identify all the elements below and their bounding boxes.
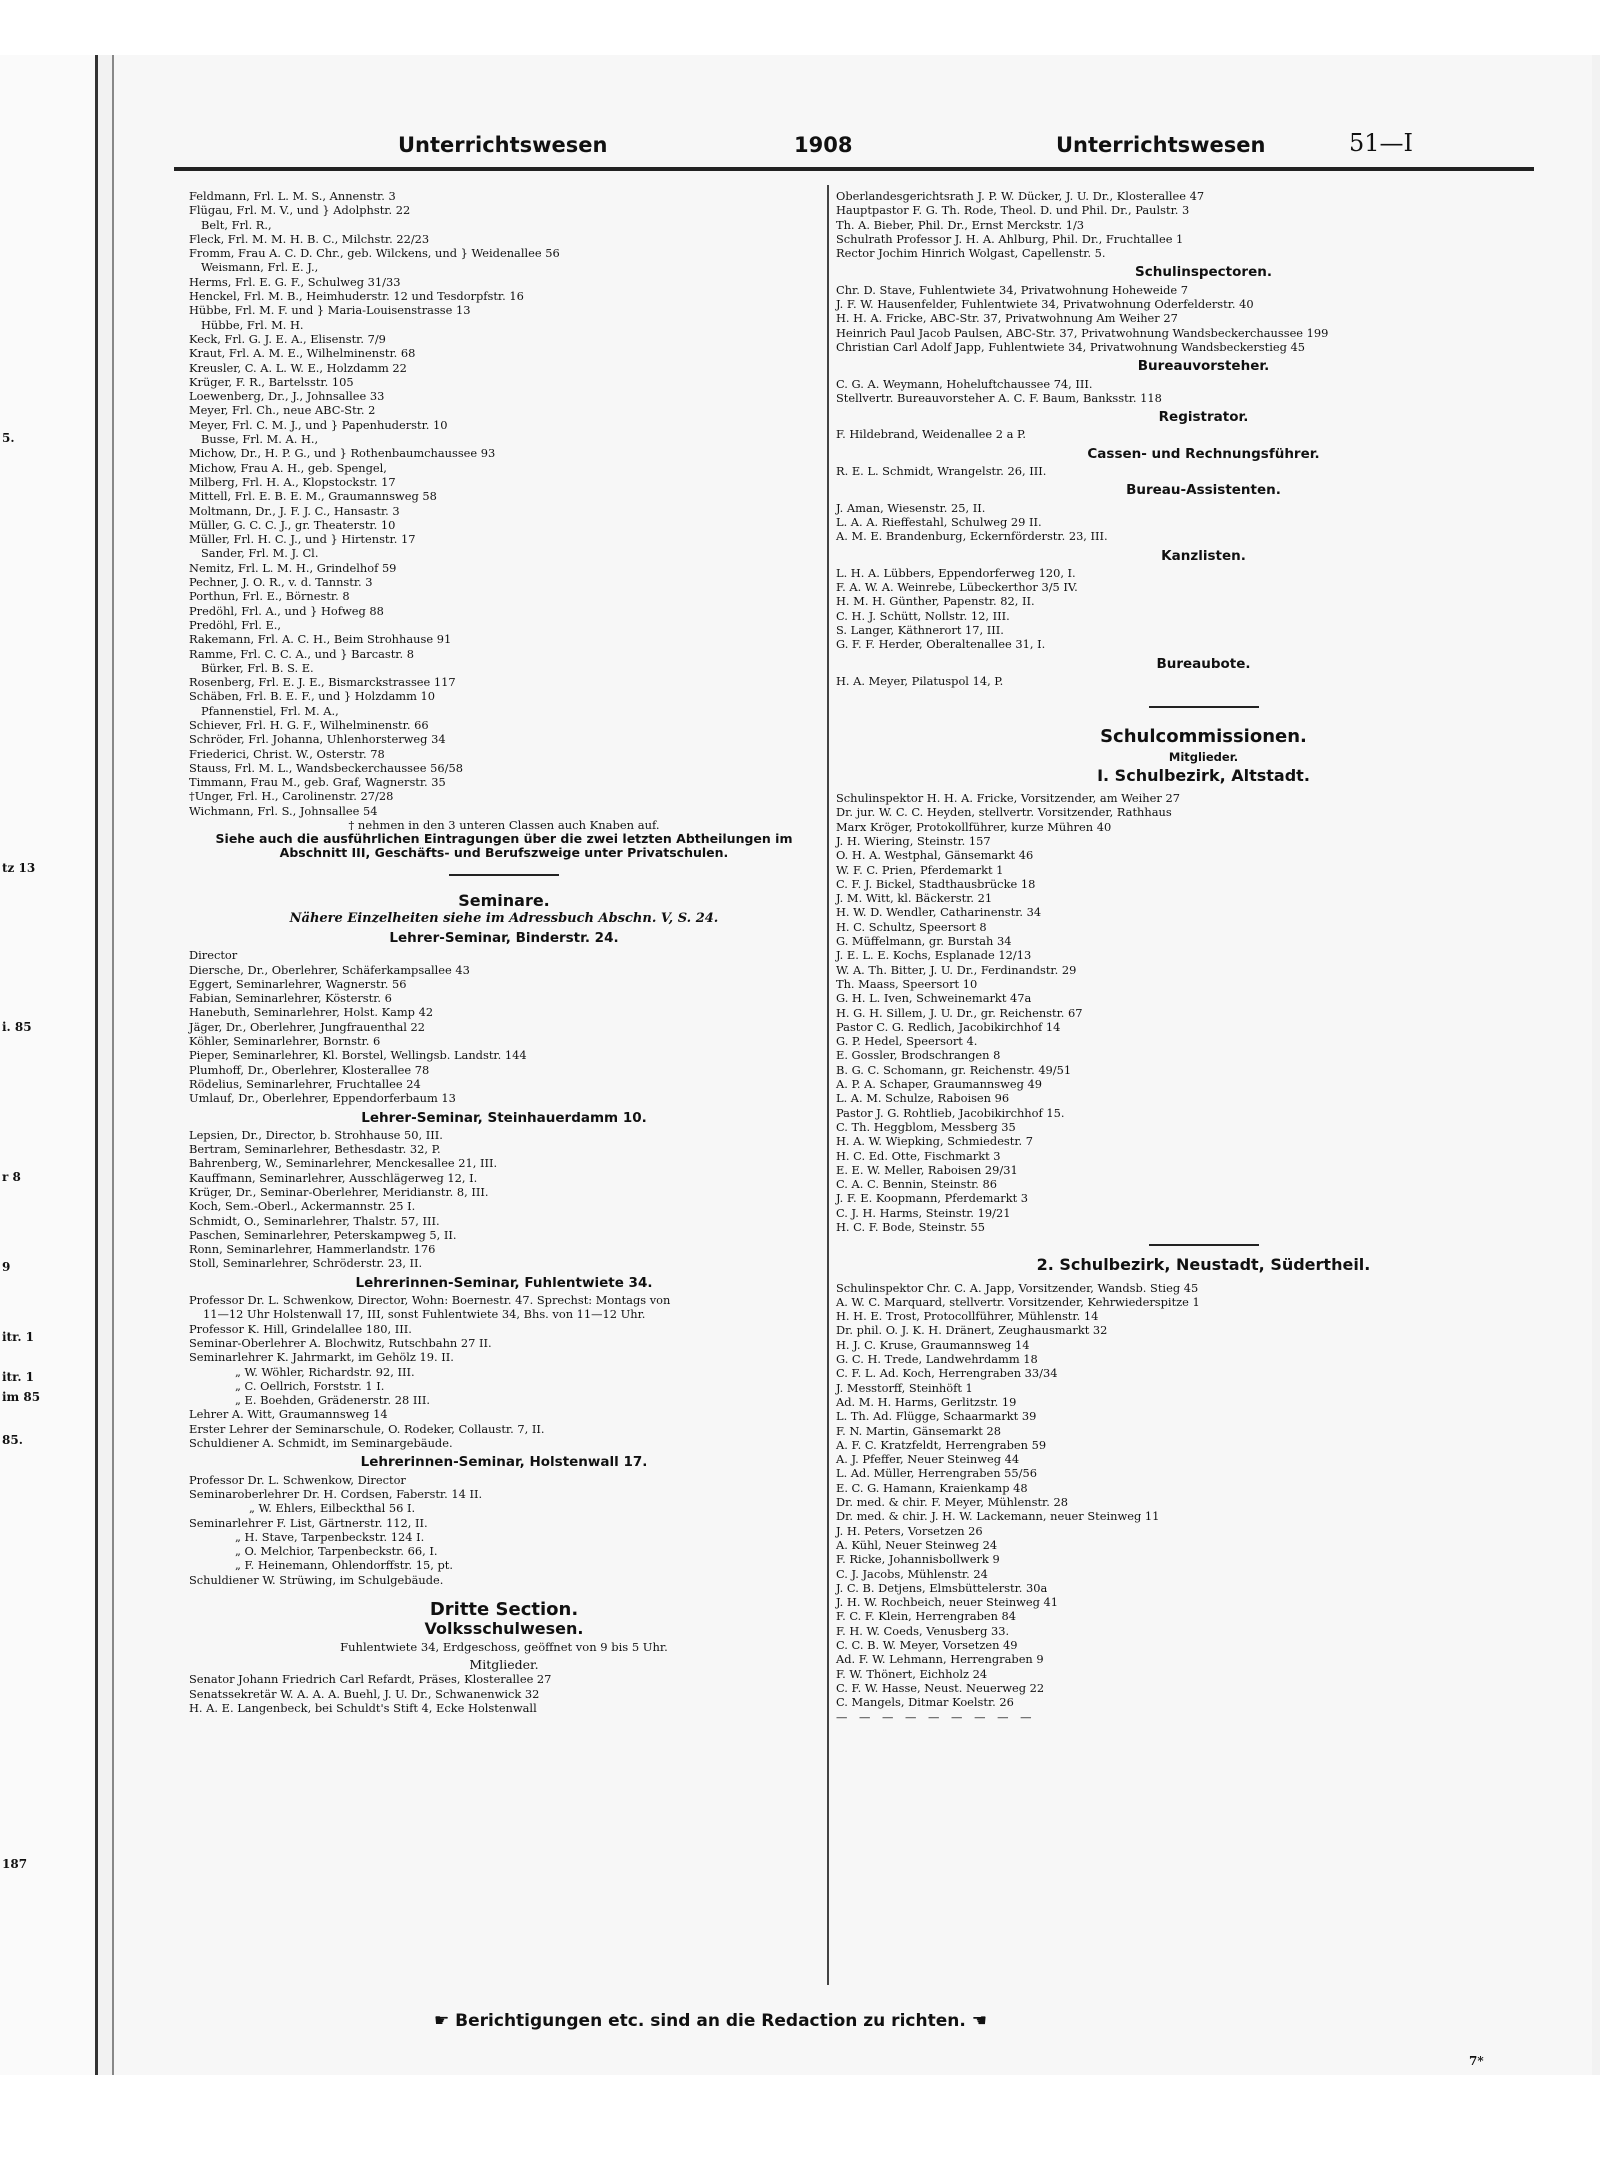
list-item: L. Ad. Müller, Herrengraben 55/56 xyxy=(836,1466,1038,1481)
list-item: Mittell, Frl. E. B. E. M., Graumannsweg 58 xyxy=(189,489,437,504)
list-item: L. Th. Ad. Flügge, Schaarmarkt 39 xyxy=(836,1409,1037,1424)
list-item: E. E. W. Meller, Raboisen 29/31 xyxy=(836,1162,1018,1177)
list-item: F. N. Martin, Gänsemarkt 28 xyxy=(836,1423,1001,1438)
list-item: H. A. Meyer, Pilatuspol 14, P. xyxy=(836,673,1004,688)
lehrer-seminar-title: Lehrer-Seminar, Binderstr. 24. xyxy=(389,929,619,946)
list-item: Christian Carl Adolf Japp, Fuhlentwiete 34, Privatwohnung Wandsbeckerstieg 45 xyxy=(836,339,1306,354)
list-item: Eggert, Seminarlehrer, Wagnerstr. 56 xyxy=(189,976,407,991)
list-item: Müller, Frl. H. C. J., und } Hirtenstr. 17 xyxy=(189,532,416,547)
column-divider xyxy=(827,185,829,1985)
list-item: H. H. E. Trost, Protocollführer, Mühlenstr. 14 xyxy=(836,1309,1099,1324)
list-item: Weismann, Frl. E. J., xyxy=(201,260,319,275)
list-item: H. A. W. Wiepking, Schmiedestr. 7 xyxy=(836,1134,1034,1149)
list-item: Professor K. Hill, Grindelallee 180, III. xyxy=(189,1321,412,1336)
list-item: Michow, Frau A. H., geb. Spengel, xyxy=(189,460,387,475)
prev-fragment: 9 xyxy=(2,1260,11,1274)
list-item: C. J. H. Harms, Steinstr. 19/21 xyxy=(836,1205,1011,1220)
footnote: † nehmen in den 3 unteren Classen auch Knaben auf. xyxy=(348,818,660,833)
list-item: Schmidt, O., Seminarlehrer, Thalstr. 57, III. xyxy=(189,1213,440,1228)
list-item: Schulrath Professor J. H. A. Ahlburg, Phil. Dr., Fruchtallee 1 xyxy=(836,231,1184,246)
schulcommissionen-title: Schulcommissionen. xyxy=(1100,726,1307,748)
list-item: Senator Johann Friedrich Carl Refardt, Präses, Klosterallee 27 xyxy=(189,1672,552,1687)
list-item: Pastor J. G. Rohtlieb, Jacobikirchhof 15. xyxy=(836,1105,1065,1120)
list-item: Professor Dr. L. Schwenkow, Director xyxy=(189,1472,406,1487)
list-item: J. E. L. E. Kochs, Esplanade 12/13 xyxy=(836,948,1032,963)
list-item: Predöhl, Frl. A., und } Hofweg 88 xyxy=(189,603,384,618)
list-item: Senatssekretär W. A. A. A. Buehl, J. U. Dr., Schwanenwick 32 xyxy=(189,1686,540,1701)
list-item: Schröder, Frl. Johanna, Uhlenhorsterweg 34 xyxy=(189,732,446,747)
list-item: J. H. W. Rochbeich, neuer Steinweg 41 xyxy=(836,1595,1059,1610)
list-item: Jäger, Dr., Oberlehrer, Jungfrauenthal 22 xyxy=(189,1019,426,1034)
header-year: 1908 xyxy=(794,133,853,157)
kanzlisten-title: Kanzlisten. xyxy=(1161,547,1246,564)
list-item: Pieper, Seminarlehrer, Kl. Borstel, Wellingsb. Landstr. 144 xyxy=(189,1048,527,1063)
list-item: Belt, Frl. R., xyxy=(201,217,272,232)
list-item: Bürker, Frl. B. S. E. xyxy=(201,660,314,675)
list-item: F. Hildebrand, Weidenallee 2 a P. xyxy=(836,427,1026,442)
list-item: Krüger, Dr., Seminar-Oberlehrer, Meridianstr. 8, III. xyxy=(189,1185,489,1199)
list-item: G. Müffelmann, gr. Burstah 34 xyxy=(836,934,1012,949)
list-item: Ronn, Seminarlehrer, Hammerlandstr. 176 xyxy=(189,1242,436,1257)
office-hours: Fuhlentwiete 34, Erdgeschoss, geöffnet von 9 bis 5 Uhr. xyxy=(340,1639,668,1654)
list-item: Kreusler, C. A. L. W. E., Holzdamm 22 xyxy=(189,360,407,375)
list-item: Schuldiener A. Schmidt, im Seminargebäude. xyxy=(189,1436,453,1451)
list-item: H. G. H. Sillem, J. U. Dr., gr. Reichenstr. 67 xyxy=(836,1005,1083,1020)
list-item: Hauptpastor F. G. Th. Rode, Theol. D. und Phil. Dr., Paulstr. 3 xyxy=(836,203,1190,218)
list-item: Timmann, Frau M., geb. Graf, Wagnerstr. 35 xyxy=(189,775,446,790)
list-item: Bahrenberg, W., Seminarlehrer, Menckesallee 21, III. xyxy=(189,1156,498,1171)
section-rule xyxy=(1149,706,1259,708)
list-item: W. A. Th. Bitter, J. U. Dr., Ferdinandstr. 29 xyxy=(836,962,1077,977)
left-column xyxy=(189,189,819,1715)
list-item: Umlauf, Dr., Oberlehrer, Eppendorferbaum 13 xyxy=(189,1091,456,1106)
list-item: Porthun, Frl. E., Börnestr. 8 xyxy=(189,589,350,604)
list-item: „ E. Boehden, Grädenerstr. 28 III. xyxy=(235,1393,430,1408)
list-item: Erster Lehrer der Seminarschule, O. Rodeker, Collaustr. 7, II. xyxy=(189,1421,545,1436)
list-item: Müller, G. C. C. J., gr. Theaterstr. 10 xyxy=(189,517,396,532)
list-item: Köhler, Seminarlehrer, Bornstr. 6 xyxy=(189,1034,381,1049)
list-item: Stoll, Seminarlehrer, Schröderstr. 23, II. xyxy=(189,1256,423,1271)
list-item: H. J. C. Kruse, Graumannsweg 14 xyxy=(836,1337,1030,1352)
list-item: Loewenberg, Dr., J., Johnsallee 33 xyxy=(189,389,385,404)
list-item: Fromm, Frau A. C. D. Chr., geb. Wilckens, und } Weidenallee 56 xyxy=(189,246,560,261)
prev-fragment: itr. 1 xyxy=(2,1330,35,1344)
list-item: C. F. W. Hasse, Neust. Neuerweg 22 xyxy=(836,1680,1045,1695)
list-item: G. C. H. Trede, Landwehrdamm 18 xyxy=(836,1352,1038,1367)
list-item: Pastor C. G. Redlich, Jacobikirchhof 14 xyxy=(836,1019,1061,1034)
list-item: Heinrich Paul Jacob Paulsen, ABC-Str. 37, Privatwohnung Wandsbeckerchaussee 199 xyxy=(836,325,1329,340)
list-item: Wichmann, Frl. S., Johnsallee 54 xyxy=(189,803,378,818)
list-item: Dr. med. & chir. F. Meyer, Mühlenstr. 28 xyxy=(836,1495,1068,1510)
list-item: J. Messtorff, Steinhöft 1 xyxy=(836,1380,973,1395)
seminare-subtitle: Nähere Einzelheiten siehe im Adressbuch Abschn. V, S. 24. xyxy=(289,910,719,926)
list-item: H. A. E. Langenbeck, bei Schuldt's Stift 4, Ecke Holstenwall xyxy=(189,1700,537,1715)
section-rule xyxy=(449,874,559,876)
list-item: †Unger, Frl. H., Carolinenstr. 27/28 xyxy=(189,789,394,804)
list-item: Lepsien, Dr., Director, b. Strohhause 50, III. xyxy=(189,1127,443,1142)
list-item: Michow, Dr., H. P. G., und } Rothenbaumchaussee 93 xyxy=(189,446,496,461)
list-item: Fabian, Seminarlehrer, Kösterstr. 6 xyxy=(189,991,392,1006)
list-item: Kauffmann, Seminarlehrer, Ausschlägerweg 12, I. xyxy=(189,1170,478,1185)
list-item: Hübbe, Frl. M. H. xyxy=(201,317,304,332)
signature-mark: 7* xyxy=(1469,2054,1484,2068)
prev-fragment: r 8 xyxy=(2,1170,21,1184)
list-item: H. M. H. Günther, Papenstr. 82, II. xyxy=(836,594,1035,609)
list-item: „ W. Ehlers, Eilbeckthal 56 I. xyxy=(249,1501,416,1516)
list-item: R. E. L. Schmidt, Wrangelstr. 26, III. xyxy=(836,464,1047,479)
list-item: Herms, Frl. E. G. F., Schulweg 31/33 xyxy=(189,274,401,289)
list-item: J. F. W. Hausenfelder, Fuhlentwiete 34, Privatwohnung Oderfelderstr. 40 xyxy=(836,297,1254,312)
list-item: Dr. jur. W. C. C. Heyden, stellvertr. Vorsitzender, Rathhaus xyxy=(836,805,1172,820)
list-item: Flügau, Frl. M. V., und } Adolphstr. 22 xyxy=(189,203,411,218)
list-item: Schulinspektor Chr. C. A. Japp, Vorsitzender, Wandsb. Stieg 45 xyxy=(836,1280,1199,1295)
list-item: L. H. A. Lübbers, Eppendorferweg 120, I. xyxy=(836,565,1076,580)
list-item: „ F. Heinemann, Ohlendorffstr. 15, pt. xyxy=(235,1558,453,1573)
list-item: J. Aman, Wiesenstr. 25, II. xyxy=(836,500,986,515)
list-item: Plumhoff, Dr., Oberlehrer, Klosterallee 78 xyxy=(189,1062,430,1077)
list-item: Dr. phil. O. J. K. H. Dränert, Zeughausmarkt 32 xyxy=(836,1323,1108,1338)
list-item: G. H. L. Iven, Schweinemarkt 47a xyxy=(836,991,1032,1006)
seminare-title: Seminare. xyxy=(458,891,550,911)
pointing-hand-right-icon: ☛ xyxy=(434,2011,450,2031)
assistenten-title: Bureau-Assistenten. xyxy=(1126,482,1281,499)
list-item: J. F. E. Koopmann, Pferdemarkt 3 xyxy=(836,1191,1029,1206)
list-item: F. A. W. A. Weinrebe, Lübeckerthor 3/5 IV. xyxy=(836,580,1078,595)
list-item: Stauss, Frl. M. L., Wandsbeckerchaussee 56/58 xyxy=(189,760,463,775)
steinhauerdamm-title: Lehrer-Seminar, Steinhauerdamm 10. xyxy=(361,1109,647,1126)
list-item: H. C. Ed. Otte, Fischmarkt 3 xyxy=(836,1148,1001,1163)
cassen-title: Cassen- und Rechnungsführer. xyxy=(1087,445,1320,462)
prev-fragment: 85. xyxy=(2,1433,23,1447)
list-item: Moltmann, Dr., J. F. J. C., Hansastr. 3 xyxy=(189,503,400,518)
list-item: Koch, Sem.-Oberl., Ackermannstr. 25 I. xyxy=(189,1199,416,1214)
right-column xyxy=(836,189,1571,1724)
list-item: Feldmann, Frl. L. M. S., Annenstr. 3 xyxy=(189,189,396,203)
list-item: Th. Maass, Speersort 10 xyxy=(836,976,978,991)
list-item: Keck, Frl. G. J. E. A., Elisenstr. 7/9 xyxy=(189,331,386,346)
trailing-dashes: — — — — — — — — — xyxy=(836,1709,1036,1724)
list-item: Th. A. Bieber, Phil. Dr., Ernst Merckstr. 1/3 xyxy=(836,217,1085,232)
list-item: Pfannenstiel, Frl. M. A., xyxy=(201,703,339,718)
list-item: Chr. D. Stave, Fuhlentwiete 34, Privatwohnung Hoheweide 7 xyxy=(836,282,1189,297)
list-item: Ad. F. W. Lehmann, Herrengraben 9 xyxy=(836,1652,1044,1667)
list-item: Diersche, Dr., Oberlehrer, Schäferkampsallee 43 xyxy=(189,962,470,977)
list-item: A. J. Pfeffer, Neuer Steinweg 44 xyxy=(836,1452,1020,1467)
prev-fragment: im 85 xyxy=(2,1390,41,1404)
list-item: Rödelius, Seminarlehrer, Fruchtallee 24 xyxy=(189,1076,421,1091)
list-item: A. Kühl, Neuer Steinweg 24 xyxy=(836,1537,998,1552)
list-item: Stellvertr. Bureauvorsteher A. C. F. Baum, Banksstr. 118 xyxy=(836,390,1162,405)
list-item: Oberlandesgerichtsrath J. P. W. Dücker, J. U. Dr., Klosterallee 47 xyxy=(836,189,1205,203)
bureauvorsteher-title: Bureauvorsteher. xyxy=(1137,358,1270,375)
list-item: A. F. C. Kratzfeldt, Herrengraben 59 xyxy=(836,1437,1047,1452)
list-item: Schiever, Frl. H. G. F., Wilhelminenstr. 66 xyxy=(189,717,429,732)
list-item: F. W. Thönert, Eichholz 24 xyxy=(836,1666,988,1681)
list-item: S. Langer, Käthnerort 17, III. xyxy=(836,623,1004,638)
cross-reference-note: Siehe auch die ausführlichen Eintragungen über die zwei letzten Abtheilungen im Abschnitt III, Geschäfts- und Berufszweige unter Privatschulen. xyxy=(215,831,793,861)
teacher-list xyxy=(189,189,819,818)
list-item: Sander, Frl. M. J. Cl. xyxy=(201,546,319,561)
list-item: G. P. Hedel, Speersort 4. xyxy=(836,1034,978,1049)
list-item: B. G. C. Schomann, gr. Reichenstr. 49/51 xyxy=(836,1062,1072,1077)
list-item: C. H. J. Schütt, Nollstr. 12, III. xyxy=(836,608,1010,623)
list-item: Marx Kröger, Protokollführer, kurze Mühren 40 xyxy=(836,819,1112,834)
list-item: H. C. Schultz, Speersort 8 xyxy=(836,919,987,934)
list-item: Meyer, Frl. Ch., neue ABC-Str. 2 xyxy=(189,403,376,418)
list-item: „ C. Oellrich, Forststr. 1 I. xyxy=(235,1378,385,1393)
prev-fragment: i. 85 xyxy=(2,1020,32,1034)
list-item: H. C. F. Bode, Steinstr. 55 xyxy=(836,1220,986,1234)
list-item: E. C. G. Hamann, Kraienkamp 48 xyxy=(836,1480,1028,1495)
list-item: H. H. A. Fricke, ABC-Str. 37, Privatwohnung Am Weiher 27 xyxy=(836,311,1178,326)
list-item: Rosenberg, Frl. E. J. E., Bismarckstrassee 117 xyxy=(189,675,456,690)
list-item: W. F. C. Prien, Pferdemarkt 1 xyxy=(836,862,1004,877)
bezirk2-title: 2. Schulbezirk, Neustadt, Südertheil. xyxy=(1036,1255,1371,1275)
list-item: Kraut, Frl. A. M. E., Wilhelminenstr. 68 xyxy=(189,346,416,361)
list-item: C. F. J. Bickel, Stadthausbrücke 18 xyxy=(836,876,1036,891)
pointing-hand-left-icon: ☚ xyxy=(971,2011,987,2031)
list-item: F. Ricke, Johannisbollwerk 9 xyxy=(836,1552,1000,1567)
list-item: Friederici, Christ. W., Osterstr. 78 xyxy=(189,746,385,761)
list-item: Schäben, Frl. B. E. F., und } Holzdamm 10 xyxy=(189,689,435,704)
list-item: C. A. C. Bennin, Steinstr. 86 xyxy=(836,1177,998,1192)
volksschulwesen-title: Volksschulwesen. xyxy=(424,1619,584,1639)
list-item: Hanebuth, Seminarlehrer, Holst. Kamp 42 xyxy=(189,1005,434,1020)
list-item: Lehrer A. Witt, Graumannsweg 14 xyxy=(189,1407,388,1422)
list-item: C. Th. Heggblom, Messberg 35 xyxy=(836,1119,1016,1134)
list-item: C. F. L. Ad. Koch, Herrengraben 33/34 xyxy=(836,1366,1058,1381)
list-item: Schuldiener W. Strüwing, im Schulgebäude. xyxy=(189,1572,444,1587)
previous-page-strip xyxy=(0,55,98,2075)
footer-notice xyxy=(434,2011,987,2031)
list-item: Seminarlehrer F. List, Gärtnerstr. 112, II. xyxy=(189,1515,428,1530)
list-item: Nemitz, Frl. L. M. H., Grindelhof 59 xyxy=(189,560,397,575)
members-title: Mitglieder. xyxy=(469,1656,539,1672)
prev-fragment: tz 13 xyxy=(2,861,36,875)
list-item: F. C. F. Klein, Herrengraben 84 xyxy=(836,1609,1017,1624)
header-rule xyxy=(174,167,1534,171)
section-rule xyxy=(1149,1244,1259,1246)
fuhlentwiete-title: Lehrerinnen-Seminar, Fuhlentwiete 34. xyxy=(355,1274,653,1291)
list-item: C. C. B. W. Meyer, Vorsetzen 49 xyxy=(836,1638,1018,1653)
list-item: O. H. A. Westphal, Gänsemarkt 46 xyxy=(836,848,1034,863)
list-item: Seminar-Oberlehrer A. Blochwitz, Rutschbahn 27 II. xyxy=(189,1335,492,1350)
list-item: Milberg, Frl. H. A., Klopstockstr. 17 xyxy=(189,474,396,489)
list-item: „ H. Stave, Tarpenbeckstr. 124 I. xyxy=(235,1529,425,1544)
list-item: Rakemann, Frl. A. C. H., Beim Strohhause 91 xyxy=(189,632,452,647)
list-item: Hübbe, Frl. M. F. und } Maria-Louisenstrasse 13 xyxy=(189,303,471,318)
header-right-title: Unterrichtswesen xyxy=(1056,133,1266,157)
list-item: J. M. Witt, kl. Bäckerstr. 21 xyxy=(836,891,993,906)
header-left-title: Unterrichtswesen xyxy=(398,133,608,157)
list-item: 11—12 Uhr Holstenwall 17, III, sonst Fuhlentwiete 34, Bhs. von 11—12 Uhr. xyxy=(203,1307,646,1322)
page-number: 51—I xyxy=(1349,129,1414,157)
list-item: „ W. Wöhler, Richardstr. 92, III. xyxy=(235,1364,415,1379)
list-item: Ramme, Frl. C. C. A., und } Barcastr. 8 xyxy=(189,646,414,661)
list-item: C. Mangels, Ditmar Koelstr. 26 xyxy=(836,1695,1014,1710)
list-item: Henckel, Frl. M. B., Heimhuderstr. 12 und Tesdorpfstr. 16 xyxy=(189,289,524,304)
footer-text: Berichtigungen etc. sind an die Redaction zu richten. xyxy=(455,2011,966,2031)
list-item: Ad. M. H. Harms, Gerlitzstr. 19 xyxy=(836,1394,1017,1409)
list-item: A. W. C. Marquard, stellvertr. Vorsitzender, Kehrwiederspitze 1 xyxy=(836,1294,1200,1309)
list-item: C. G. A. Weymann, Hoheluftchaussee 74, III. xyxy=(836,376,1093,391)
directory-page xyxy=(112,55,1592,2075)
list-item: Schulinspektor H. H. A. Fricke, Vorsitzender, am Weiher 27 xyxy=(836,791,1180,806)
schulinspectoren-title: Schulinspectoren. xyxy=(1135,264,1272,281)
list-item: Pechner, J. O. R., v. d. Tannstr. 3 xyxy=(189,575,373,590)
mitglieder-title: Mitglieder. xyxy=(1168,749,1239,764)
list-item: Director xyxy=(189,948,238,963)
list-item: J. H. Peters, Vorsetzen 26 xyxy=(836,1523,983,1538)
prev-fragment: 187 xyxy=(2,1857,28,1871)
list-item: Meyer, Frl. C. M. J., und } Papenhuderstr. 10 xyxy=(189,417,448,432)
list-item: L. A. A. Rieffestahl, Schulweg 29 II. xyxy=(836,514,1042,529)
list-item: J. C. B. Detjens, Elmsbüttelerstr. 30a xyxy=(836,1580,1048,1595)
list-item: A. M. E. Brandenburg, Eckernförderstr. 23, III. xyxy=(836,529,1108,544)
registrator-title: Registrator. xyxy=(1158,409,1249,426)
list-item: Dr. med. & chir. J. H. W. Lackemann, neuer Steinweg 11 xyxy=(836,1509,1160,1524)
list-item: G. F. F. Herder, Oberaltenallee 31, I. xyxy=(836,637,1046,652)
list-item: Seminarlehrer K. Jahrmarkt, im Gehölz 19. II. xyxy=(189,1350,454,1365)
list-item: F. H. W. Coeds, Venusberg 33. xyxy=(836,1623,1010,1638)
bureaubote-title: Bureaubote. xyxy=(1156,655,1251,672)
list-item: Fleck, Frl. M. M. H. B. C., Milchstr. 22/23 xyxy=(189,231,430,246)
list-item: Busse, Frl. M. A. H., xyxy=(201,432,319,447)
prev-fragment: 5. xyxy=(2,431,15,445)
bezirk1-title: I. Schulbezirk, Altstadt. xyxy=(1097,765,1310,785)
list-item: E. Gossler, Brodschrangen 8 xyxy=(836,1048,1001,1063)
list-item: „ O. Melchior, Tarpenbeckstr. 66, I. xyxy=(235,1544,438,1559)
list-item: A. P. A. Schaper, Graumannsweg 49 xyxy=(836,1077,1042,1092)
prev-fragment: itr. 1 xyxy=(2,1370,35,1384)
list-item: J. H. Wiering, Steinstr. 157 xyxy=(836,833,991,848)
dritte-section-title: Dritte Section. xyxy=(429,1599,579,1621)
list-item: Professor Dr. L. Schwenkow, Director, Wohn: Boernestr. 47. Sprechst: Montags von xyxy=(189,1293,671,1308)
list-item: Rector Jochim Hinrich Wolgast, Capellenstr. 5. xyxy=(836,246,1106,261)
list-item: Predöhl, Frl. E., xyxy=(189,617,282,632)
list-item: C. J. Jacobs, Mühlenstr. 24 xyxy=(836,1566,988,1581)
list-item: Paschen, Seminarlehrer, Peterskampweg 5, II. xyxy=(189,1227,457,1242)
list-item: Bertram, Seminarlehrer, Bethesdastr. 32, P. xyxy=(189,1142,441,1157)
holstenwall-title: Lehrerinnen-Seminar, Holstenwall 17. xyxy=(360,1454,648,1471)
list-item: Krüger, F. R., Bartelsstr. 105 xyxy=(189,374,354,389)
list-item: Seminaroberlehrer Dr. H. Cordsen, Faberstr. 14 II. xyxy=(189,1486,483,1501)
list-item: L. A. M. Schulze, Raboisen 96 xyxy=(836,1091,1010,1106)
list-item: H. W. D. Wendler, Catharinenstr. 34 xyxy=(836,905,1042,920)
